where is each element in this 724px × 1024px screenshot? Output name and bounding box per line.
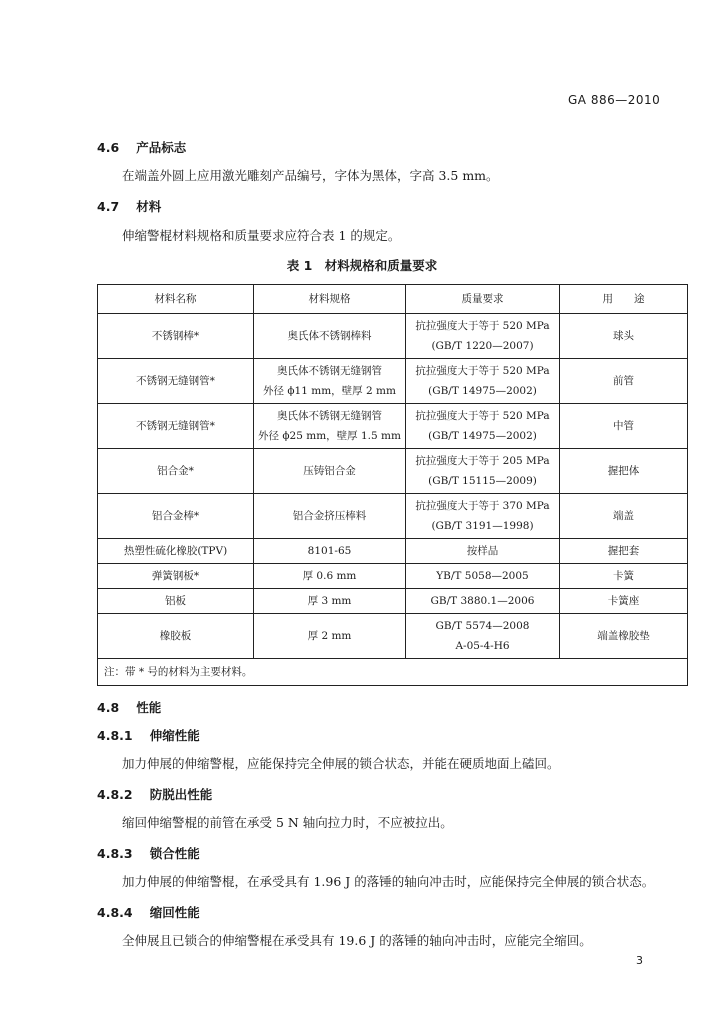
- req-line-2: (GB/T 14975—2002): [428, 385, 537, 397]
- cell-name: 铝合金棒*: [98, 494, 254, 539]
- spec-line-2: 外径 ϕ11 mm，壁厚 2 mm: [263, 385, 396, 397]
- cell-name: 铝板: [98, 589, 254, 614]
- section-4-8-4-heading: [97, 902, 200, 921]
- cell-name: 橡胶板: [98, 614, 254, 659]
- section-number: 4.8: [97, 700, 120, 715]
- cell-use: 卡簧: [560, 564, 688, 589]
- header-material-name: 材料名称: [98, 285, 254, 314]
- section-number: 4.8.4: [97, 905, 133, 920]
- section-4-8-4-text: 全伸展且已锁合的伸缩警棍在承受具有 19.6 J 的落锤的轴向冲击时，应能完全缩回。: [122, 933, 592, 948]
- cell-use: 前管: [560, 359, 688, 404]
- section-4-8-2-heading: [97, 784, 212, 803]
- cell-spec: 铝合金挤压棒料: [254, 494, 406, 539]
- section-number: 4.6: [97, 140, 120, 155]
- section-number: 4.8.2: [97, 787, 133, 802]
- cell-req: 按样品: [406, 539, 560, 564]
- section-number: 4.8.1: [97, 728, 133, 743]
- req-line-1: 抗拉强度大于等于 205 MPa: [415, 455, 550, 467]
- spec-line-1: 奥氏体不锈钢无缝钢管: [277, 410, 382, 422]
- cell-req: [406, 404, 560, 449]
- cell-req: [406, 494, 560, 539]
- table-row: [98, 314, 688, 359]
- cell-spec: [254, 314, 406, 359]
- section-title: 性能: [136, 700, 162, 715]
- cell-name: 不锈钢无缝钢管*: [98, 359, 254, 404]
- req-line-2: A-05-4-H6: [455, 640, 510, 652]
- section-title: 锁合性能: [149, 846, 200, 861]
- table-row: [98, 359, 688, 404]
- section-4-8-1-text: 加力伸展的伸缩警棍，应能保持完全伸展的锁合状态，并能在硬质地面上磕回。: [122, 756, 560, 771]
- table-row: [98, 494, 688, 539]
- section-title: 材料: [136, 199, 162, 214]
- cell-spec: [254, 359, 406, 404]
- table-row: [98, 589, 688, 614]
- cell-spec: 厚 3 mm: [254, 589, 406, 614]
- table-note: 注：带 * 号的材料为主要材料。: [98, 659, 688, 686]
- spec-line: 奥氏体不锈钢棒料: [287, 330, 372, 342]
- section-4-6-text: 在端盖外圆上应用激光雕刻产品编号，字体为黑体，字高 3.5 mm。: [122, 168, 499, 183]
- cell-spec: 8101-65: [254, 539, 406, 564]
- cell-req: [406, 359, 560, 404]
- header-usage: 用 途: [560, 285, 688, 314]
- cell-name: 热塑性硫化橡胶(TPV): [98, 539, 254, 564]
- section-4-8-1-heading: [97, 725, 200, 744]
- section-title: 防脱出性能: [149, 787, 213, 802]
- cell-req: [406, 314, 560, 359]
- cell-req: [406, 614, 560, 659]
- table-row: [98, 564, 688, 589]
- cell-req: YB/T 5058—2005: [406, 564, 560, 589]
- section-title: 缩回性能: [149, 905, 200, 920]
- table-note-row: [98, 659, 688, 686]
- section-4-8-3-heading: [97, 843, 200, 862]
- req-line-1: GB/T 5574—2008: [435, 620, 530, 632]
- section-4-7-heading: [97, 196, 161, 215]
- page-number: 3: [636, 954, 643, 967]
- req-line-2: (GB/T 15115—2009): [428, 475, 537, 487]
- cell-req: GB/T 3880.1—2006: [406, 589, 560, 614]
- cell-name: 铝合金*: [98, 449, 254, 494]
- cell-use: 卡簧座: [560, 589, 688, 614]
- header-quality-req: 质量要求: [406, 285, 560, 314]
- req-line-1: 抗拉强度大于等于 520 MPa: [415, 320, 550, 332]
- req-line-2: (GB/T 14975—2002): [428, 430, 537, 442]
- cell-use: 球头: [560, 314, 688, 359]
- section-number: 4.8.3: [97, 846, 133, 861]
- table-row: [98, 539, 688, 564]
- cell-use: 端盖橡胶垫: [560, 614, 688, 659]
- spec-line-2: 外径 ϕ25 mm，壁厚 1.5 mm: [258, 430, 401, 442]
- section-title: 产品标志: [136, 140, 187, 155]
- cell-use: 握把体: [560, 449, 688, 494]
- section-4-8-2-text: 缩回伸缩警棍的前管在承受 5 N 轴向拉力时，不应被拉出。: [122, 815, 453, 830]
- req-line-2: (GB/T 3191—1998): [431, 520, 534, 532]
- table-caption: 表 1 材料规格和质量要求: [286, 258, 438, 273]
- materials-table: [97, 284, 688, 686]
- section-4-7-text: 伸缩警棍材料规格和质量要求应符合表 1 的规定。: [122, 228, 401, 243]
- header-material-spec: 材料规格: [254, 285, 406, 314]
- req-line-1: 抗拉强度大于等于 520 MPa: [415, 410, 550, 422]
- section-title: 伸缩性能: [149, 728, 200, 743]
- section-4-8-heading: [97, 697, 161, 716]
- req-line-2: (GB/T 1220—2007): [431, 340, 534, 352]
- spec-line-1: 奥氏体不锈钢无缝钢管: [277, 365, 382, 377]
- cell-name: 不锈钢无缝钢管*: [98, 404, 254, 449]
- cell-use: 中管: [560, 404, 688, 449]
- cell-spec: 厚 0.6 mm: [254, 564, 406, 589]
- section-4-6-heading: [97, 137, 186, 156]
- cell-spec: 压铸铝合金: [254, 449, 406, 494]
- req-line-1: 抗拉强度大于等于 370 MPa: [415, 500, 550, 512]
- table-row: [98, 404, 688, 449]
- table-row: [98, 614, 688, 659]
- cell-use: 端盖: [560, 494, 688, 539]
- cell-spec: 厚 2 mm: [254, 614, 406, 659]
- cell-name: 不锈钢棒*: [98, 314, 254, 359]
- cell-use: 握把套: [560, 539, 688, 564]
- req-line-1: 抗拉强度大于等于 520 MPa: [415, 365, 550, 377]
- section-4-8-3-text: 加力伸展的伸缩警棍，在承受具有 1.96 J 的落锤的轴向冲击时，应能保持完全伸展的锁合状态。: [122, 874, 655, 889]
- table-row: [98, 449, 688, 494]
- cell-req: [406, 449, 560, 494]
- cell-spec: [254, 404, 406, 449]
- standard-code: GA 886—2010: [568, 93, 661, 107]
- table-header-row: [98, 285, 688, 314]
- section-number: 4.7: [97, 199, 120, 214]
- cell-name: 弹簧钢板*: [98, 564, 254, 589]
